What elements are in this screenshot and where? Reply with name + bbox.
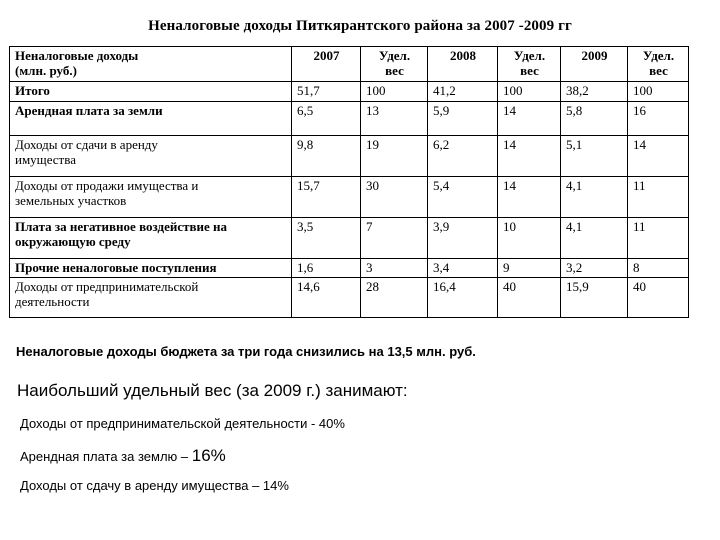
table-row [10, 218, 689, 259]
list-item-value: 16% [191, 446, 226, 465]
cell-2007-share: 7 [361, 218, 428, 259]
list-item [20, 446, 226, 466]
list-item-label: Арендная плата за землю – [20, 449, 192, 464]
cell-2009-share: 40 [628, 278, 689, 318]
cell-2008-share: 100 [498, 82, 561, 102]
cell-2009-value: 4,1 [561, 218, 628, 259]
header-share-2007-line1: Удел. [378, 48, 411, 63]
cell-2008-value: 5,9 [428, 102, 498, 136]
header-label-line2: (млн. руб.) [15, 63, 77, 79]
row-label [10, 259, 292, 278]
cell-2008-share: 10 [498, 218, 561, 259]
header-cell-2009: 2009 [561, 47, 628, 82]
cell-2007-value: 3,5 [292, 218, 361, 259]
header-share-2009-line1: Удел. [642, 48, 675, 63]
cell-2007-value: 9,8 [292, 136, 361, 177]
header-share-2008-line1: Удел. [513, 48, 546, 63]
row-label-line2: окружающую среду [15, 234, 131, 250]
cell-2008-value: 5,4 [428, 177, 498, 218]
row-label [10, 177, 292, 218]
table-row [10, 177, 689, 218]
cell-2008-share: 14 [498, 136, 561, 177]
row-label-line2: имущества [15, 152, 76, 168]
table-row [10, 82, 689, 102]
cell-2009-share: 11 [628, 218, 689, 259]
cell-2007-share: 13 [361, 102, 428, 136]
table-row [10, 259, 689, 278]
cell-2008-value: 6,2 [428, 136, 498, 177]
page-title: Неналоговые доходы Питкярантского района за 2007 -2009 гг [148, 18, 572, 34]
row-label [10, 218, 292, 259]
header-share-2008-line2: вес [520, 63, 539, 79]
row-label-line1: Арендная плата за земли [15, 103, 163, 118]
row-label [10, 278, 292, 318]
header-cell-2007: 2007 [292, 47, 361, 82]
cell-2007-value: 15,7 [292, 177, 361, 218]
row-label-line1: Доходы от продажи имущества и [15, 178, 199, 193]
header-share-2009-line2: вес [649, 63, 668, 79]
cell-2007-share: 100 [361, 82, 428, 102]
header-cell-label [10, 47, 292, 82]
cell-2008-value: 3,9 [428, 218, 498, 259]
cell-2009-value: 4,1 [561, 177, 628, 218]
header-cell-share-2008 [498, 47, 561, 82]
cell-2008-share: 14 [498, 102, 561, 136]
cell-2007-share: 3 [361, 259, 428, 278]
cell-2008-share: 40 [498, 278, 561, 318]
table-header-row [10, 47, 689, 82]
header-cell-share-2007 [361, 47, 428, 82]
header-label-line1: Неналоговые доходы [15, 48, 139, 63]
cell-2009-value: 5,8 [561, 102, 628, 136]
nontax-revenue-table-container [9, 46, 688, 318]
list-item: Доходы от предпринимательской деятельности - 40% [20, 416, 345, 431]
cell-2007-share: 30 [361, 177, 428, 218]
cell-2009-share: 14 [628, 136, 689, 177]
table-row [10, 278, 689, 318]
cell-2009-share: 11 [628, 177, 689, 218]
cell-2008-value: 3,4 [428, 259, 498, 278]
row-label-line2: деятельности [15, 294, 90, 310]
summary-note: Неналоговые доходы бюджета за три года снизились на 13,5 млн. руб. [16, 344, 476, 359]
row-label [10, 82, 292, 102]
cell-2009-share: 16 [628, 102, 689, 136]
row-label-line1: Плата за негативное воздействие на [15, 219, 228, 234]
largest-share-heading: Наибольший удельный вес (за 2009 г.) занимают: [17, 381, 408, 400]
row-label-line1: Доходы от предпринимательской [15, 279, 199, 294]
cell-2008-value: 16,4 [428, 278, 498, 318]
row-label-line1: Доходы от сдачи в аренду [15, 137, 158, 152]
row-label-line1: Итого [15, 83, 50, 98]
cell-2009-value: 15,9 [561, 278, 628, 318]
cell-2009-value: 5,1 [561, 136, 628, 177]
list-item: Доходы от сдачу в аренду имущества – 14% [20, 478, 289, 493]
table-row [10, 102, 689, 136]
cell-2007-value: 1,6 [292, 259, 361, 278]
row-label-line1: Прочие неналоговые поступления [15, 260, 217, 275]
header-share-2007-line2: вес [385, 63, 404, 79]
header-cell-share-2009 [628, 47, 689, 82]
row-label [10, 136, 292, 177]
cell-2007-value: 14,6 [292, 278, 361, 318]
cell-2007-share: 28 [361, 278, 428, 318]
table-row [10, 136, 689, 177]
cell-2008-share: 9 [498, 259, 561, 278]
header-cell-2008: 2008 [428, 47, 498, 82]
cell-2008-share: 14 [498, 177, 561, 218]
cell-2008-value: 41,2 [428, 82, 498, 102]
cell-2009-share: 100 [628, 82, 689, 102]
cell-2009-value: 38,2 [561, 82, 628, 102]
cell-2009-value: 3,2 [561, 259, 628, 278]
row-label-line2: земельных участков [15, 193, 127, 209]
cell-2009-share: 8 [628, 259, 689, 278]
nontax-revenue-table [9, 46, 689, 318]
cell-2007-value: 51,7 [292, 82, 361, 102]
cell-2007-value: 6,5 [292, 102, 361, 136]
cell-2007-share: 19 [361, 136, 428, 177]
row-label [10, 102, 292, 136]
